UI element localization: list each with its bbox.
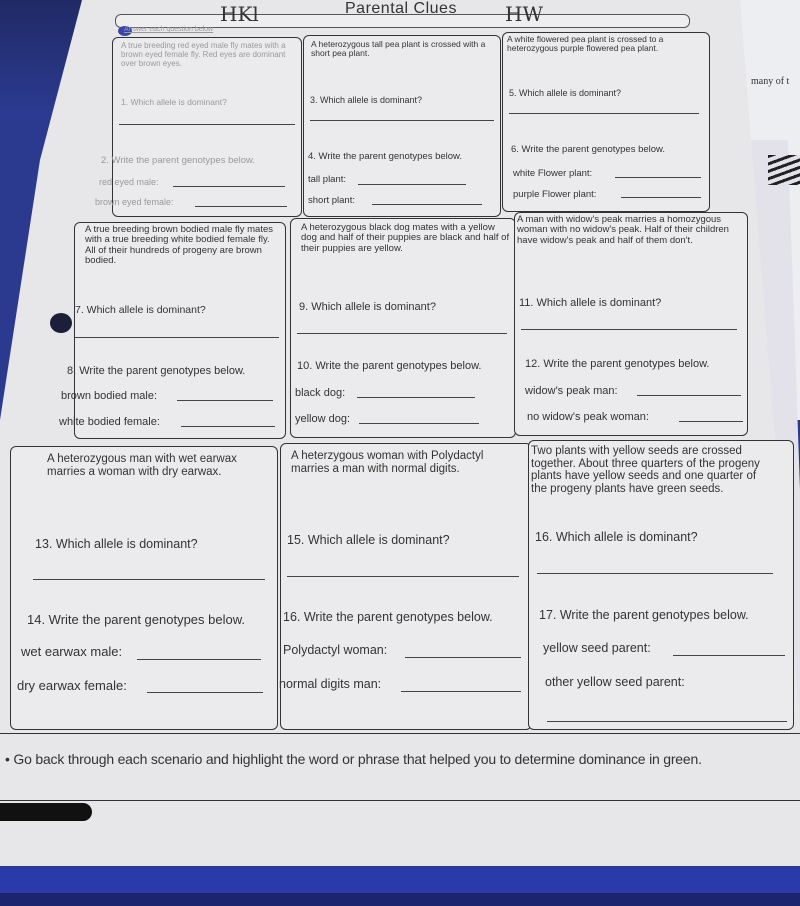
parent-label: yellow seed parent: (543, 641, 651, 655)
answer-line[interactable] (181, 426, 275, 427)
parent-label: normal digits man: (279, 677, 382, 691)
answer-line[interactable] (359, 423, 479, 424)
answer-line[interactable] (357, 397, 475, 398)
answer-line[interactable] (637, 395, 741, 396)
scenario-text: Two plants with yellow seeds are crossed together. About three quarters of the progeny plants have yellow seeds and one quarter of the progeny plants have green seeds. (531, 445, 760, 495)
scenario-box-9 (528, 440, 794, 730)
dominant-question: 3. Which allele is dominant? (310, 95, 423, 105)
worksheet-title: Parental Clues (345, 0, 457, 17)
parent-label: white bodied female: (59, 416, 160, 428)
answer-line[interactable] (297, 333, 507, 334)
answer-line[interactable] (401, 691, 521, 692)
parent-label: red eyed male: (99, 177, 159, 187)
answer-line[interactable] (405, 657, 521, 658)
parent-label: purple Flower plant: (513, 189, 597, 200)
answer-line[interactable] (195, 206, 287, 207)
genotype-question: 16. Write the parent genotypes below. (283, 610, 493, 624)
answer-line[interactable] (177, 400, 273, 401)
parent-label: brown eyed female: (95, 197, 174, 207)
answer-line[interactable] (621, 197, 701, 198)
answer-line[interactable] (33, 579, 265, 580)
handwritten-initials-right: HW (505, 2, 543, 26)
parent-label: no widow's peak woman: (527, 411, 649, 423)
scenario-box-8 (280, 443, 532, 730)
parent-label: short plant: (308, 195, 355, 206)
scenario-text: A heterozygous man with wet earwax marries a woman with dry earwax. (47, 453, 237, 478)
scenario-text: A true breeding red eyed male fly mates with a brown eyed female fly. Red eyes are dominant over brown eyes. (121, 41, 286, 68)
scenario-box-1 (95, 37, 302, 217)
answer-line[interactable] (147, 692, 263, 693)
handwritten-initials-left: HKl (220, 2, 259, 26)
dominant-question: 11. Which allele is dominant? (519, 297, 662, 309)
side-paper-text: many of t (751, 76, 790, 87)
parent-label: tall plant: (308, 174, 347, 185)
parent-label: widow's peak man: (525, 385, 618, 397)
parent-label: dry earwax female: (17, 678, 127, 693)
genotype-question: 14. Write the parent genotypes below. (27, 612, 246, 627)
genotype-question: 2. Write the parent genotypes below. (101, 155, 256, 166)
parent-label: wet earwax male: (21, 644, 123, 659)
dominant-question: 9. Which allele is dominant? (299, 301, 436, 313)
answer-line[interactable] (673, 655, 785, 656)
scenario-text: A heterozygous tall pea plant is crossed with a short pea plant. (311, 39, 486, 59)
answer-line[interactable] (119, 124, 295, 125)
answer-line[interactable] (137, 659, 261, 660)
scenario-text: A heterzygous woman with Polydactyl marries a man with normal digits. (291, 450, 484, 475)
black-marker (0, 803, 92, 821)
dominant-question: 15. Which allele is dominant? (287, 533, 450, 547)
answer-line[interactable] (173, 186, 285, 187)
instruction-text: Answer each question below (124, 26, 214, 33)
dominant-question: 16. Which allele is dominant? (535, 530, 698, 544)
genotype-question: 8. Write the parent genotypes below. (67, 365, 246, 377)
answer-line[interactable] (287, 576, 519, 577)
striped-object (768, 155, 800, 185)
scenario-text: A true breeding brown bodied male fly mates with a true breeding white bodied female fly. All of their hundreds of progeny are brown bodied. (85, 224, 273, 267)
scenario-text: A man with widow's peak marries a homozygous woman with no widow's peak. Half of their children have widow's peak and half of them don't. (517, 214, 729, 246)
answer-line[interactable] (537, 573, 773, 574)
scenario-text: A heterozygous black dog mates with a yellow dog and half of their puppies are black and half of their puppies are yellow. (301, 222, 510, 254)
footer-instruction: • Go back through each scenario and highlight the word or phrase that helped you to determine dominance in green. (5, 751, 702, 767)
parent-label: white Flower plant: (513, 168, 593, 179)
genotype-question: 4. Write the parent genotypes below. (308, 151, 463, 162)
scenario-box-6 (514, 212, 748, 436)
answer-line[interactable] (679, 421, 743, 422)
answer-line[interactable] (310, 120, 494, 121)
answer-line[interactable] (509, 113, 699, 114)
scenario-box-4 (59, 222, 286, 439)
answer-line[interactable] (75, 337, 279, 338)
dominant-question: 1. Which allele is dominant? (121, 97, 227, 107)
parent-label: yellow dog: (295, 413, 351, 425)
parent-label: Polydactyl woman: (283, 643, 388, 657)
dominant-question: 7. Which allele is dominant? (75, 304, 206, 316)
parent-label: other yellow seed parent: (545, 675, 685, 689)
hole-punch (50, 313, 72, 333)
answer-line[interactable] (358, 184, 466, 185)
dominant-question: 13. Which allele is dominant? (35, 537, 198, 551)
parent-label: brown bodied male: (61, 390, 158, 402)
genotype-question: 17. Write the parent genotypes below. (539, 608, 749, 622)
dominant-question: 5. Which allele is dominant? (509, 88, 622, 98)
answer-line[interactable] (372, 204, 482, 205)
genotype-question: 12. Write the parent genotypes below. (525, 358, 710, 370)
scenario-text: A white flowered pea plant is crossed to a heterozygous purple flowered pea plant. (507, 34, 664, 54)
footer-box (0, 733, 800, 801)
parent-label: black dog: (295, 387, 346, 399)
desk-bottom-edge (0, 893, 800, 906)
answer-line[interactable] (547, 721, 787, 722)
answer-line[interactable] (615, 177, 701, 178)
scenario-box-3 (502, 32, 710, 212)
genotype-question: 6. Write the parent genotypes below. (511, 144, 666, 155)
scenario-box-5 (290, 218, 516, 438)
answer-line[interactable] (521, 329, 737, 330)
genotype-question: 10. Write the parent genotypes below. (297, 360, 482, 372)
scenario-box-2 (303, 35, 501, 217)
scenario-box-7 (10, 446, 278, 730)
